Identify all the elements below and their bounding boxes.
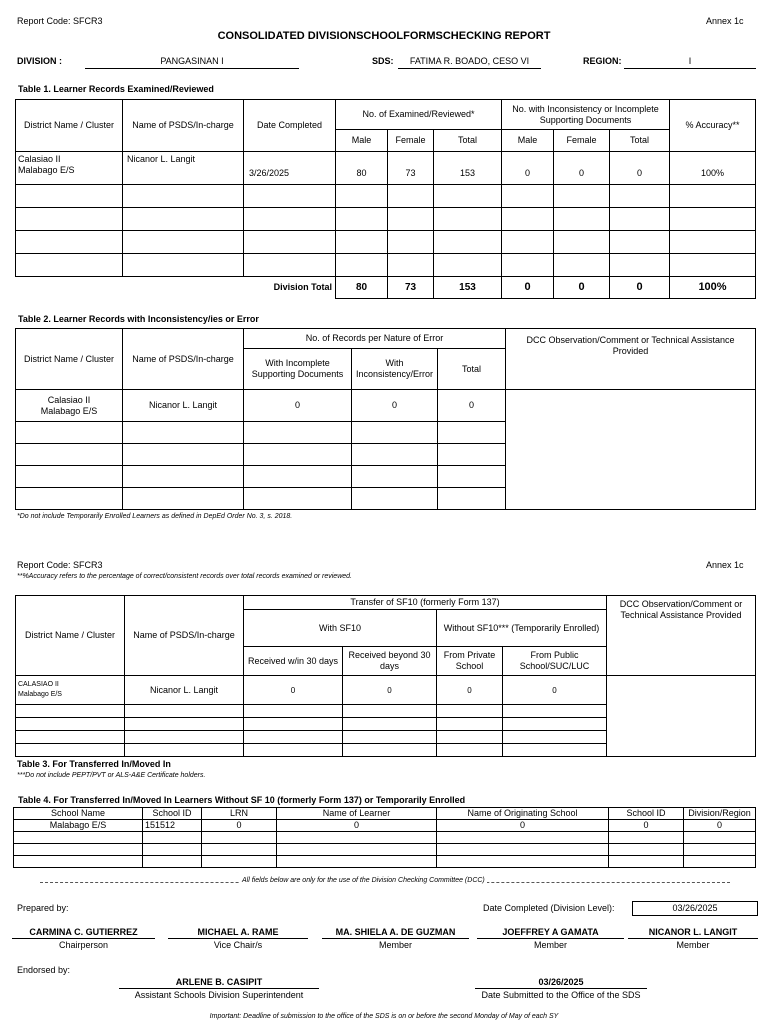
division-total-label: Division Total bbox=[273, 282, 332, 293]
t1-cell-psds: Nicanor L. Langit bbox=[123, 152, 244, 185]
t1-h-date: Date Completed bbox=[244, 100, 336, 152]
t3-h-without: Without SF10*** (Temporarily Enrolled) bbox=[437, 610, 607, 647]
t1-cell-accuracy: 100% bbox=[670, 152, 756, 185]
t1-h-inc-female: Female bbox=[554, 130, 610, 152]
table2-caption: Table 2. Learner Records with Inconsistency/ies or Error bbox=[18, 314, 259, 324]
t3-h-transfer: Transfer of SF10 (formerly Form 137) bbox=[244, 596, 607, 610]
table3-footnote: ***Do not include PEPT/PVT or ALS-A&E Certificate holders. bbox=[17, 772, 206, 779]
t2-cell-dcc bbox=[506, 390, 756, 510]
total-inc-female: 0 bbox=[554, 277, 610, 299]
t4-h-schoolid: School ID bbox=[143, 808, 202, 820]
division-label: DIVISION : bbox=[17, 56, 63, 66]
t3-h-public: From Public School/SUC/LUC bbox=[503, 647, 607, 676]
table2-footnote: *Do not include Temporarily Enrolled Learners as defined in DepEd Order No. 3, s. 2018. bbox=[17, 513, 293, 520]
t4-cell-learner: 0 bbox=[277, 820, 437, 832]
t1-h-district: District Name / Cluster bbox=[16, 100, 123, 152]
table-row bbox=[16, 185, 756, 208]
t2-cell-total: 0 bbox=[438, 390, 506, 422]
date-completed-label: Date Completed (Division Level): bbox=[483, 903, 615, 913]
table-row bbox=[16, 231, 756, 254]
t2-cell-psds: Nicanor L. Langit bbox=[123, 390, 244, 422]
t1-cell-female: 73 bbox=[388, 152, 434, 185]
sig-role-chair: Chairperson bbox=[12, 938, 155, 950]
total-total: 153 bbox=[434, 277, 502, 299]
t3-cell-private: 0 bbox=[437, 676, 503, 705]
t4-cell-schoolid: 151512 bbox=[143, 820, 202, 832]
date-completed-value: 03/26/2025 bbox=[632, 901, 758, 916]
t2-cell-incomplete: 0 bbox=[244, 390, 352, 422]
t3-h-private: From Private School bbox=[437, 647, 503, 676]
t4-cell-divreg: 0 bbox=[684, 820, 756, 832]
table2 bbox=[15, 328, 756, 510]
t2-h-incomplete: With Incomplete Supporting Documents bbox=[244, 349, 352, 390]
t1-cell-inc-male: 0 bbox=[502, 152, 554, 185]
t2-h-inconsistency: With Inconsistency/Error bbox=[352, 349, 438, 390]
t4-h-origin: Name of Originating School bbox=[437, 808, 609, 820]
accuracy-footnote: **%Accuracy refers to the percentage of correct/consistent records over total records examined or reviewed. bbox=[17, 573, 352, 580]
table-row bbox=[16, 254, 756, 277]
t2-h-dcc: DCC Observation/Comment or Technical Assistance Provided bbox=[506, 329, 756, 390]
t4-h-lrn: LRN bbox=[202, 808, 277, 820]
submitted-label: Date Submitted to the Office of the SDS bbox=[475, 988, 647, 1000]
t4-cell-schoolid2: 0 bbox=[609, 820, 684, 832]
t2-cell-inconsistency: 0 bbox=[352, 390, 438, 422]
table4-caption: Table 4. For Transferred In/Moved In Learners Without SF 10 (formerly Form 137) or Temporarily Enrolled bbox=[18, 795, 466, 805]
annex-label-2: Annex 1c bbox=[706, 560, 744, 570]
t3-h-with: With SF10 bbox=[244, 610, 437, 647]
total-inc-total: 0 bbox=[610, 277, 670, 299]
table-row bbox=[16, 390, 756, 422]
sig-role-member1: Member bbox=[322, 938, 469, 950]
t4-h-schoolid2: School ID bbox=[609, 808, 684, 820]
t4-h-divreg: Division/Region bbox=[684, 808, 756, 820]
total-inc-male: 0 bbox=[502, 277, 554, 299]
sig-role-vice: Vice Chair/s bbox=[168, 938, 308, 950]
t1-cell-total: 153 bbox=[434, 152, 502, 185]
sds-value: FATIMA R. BOADO, CESO VI bbox=[398, 56, 541, 69]
sig-name-member2: JOEFFREY A GAMATA bbox=[502, 927, 599, 937]
table-row bbox=[14, 832, 756, 844]
total-female: 73 bbox=[388, 277, 434, 299]
t3-h-within30: Received w/in 30 days bbox=[244, 647, 343, 676]
t1-h-inconsistency: No. with Inconsistency or Incomplete Supporting Documents bbox=[502, 100, 670, 130]
t1-h-psds: Name of PSDS/In-charge bbox=[123, 100, 244, 152]
t3-cell-within30: 0 bbox=[244, 676, 343, 705]
t3-cell-public: 0 bbox=[503, 676, 607, 705]
important-note: Important: Deadline of submission to the office of the SDS is on or before the second Monday of May of each SY bbox=[209, 1013, 559, 1020]
division-value: PANGASINAN I bbox=[85, 56, 299, 69]
t4-h-learner: Name of Learner bbox=[277, 808, 437, 820]
t3-h-dcc: DCC Observation/Comment or Technical Assistance Provided bbox=[607, 596, 756, 676]
t2-h-total: Total bbox=[438, 349, 506, 390]
t3-h-district: District Name / Cluster bbox=[16, 596, 125, 676]
t4-cell-lrn: 0 bbox=[202, 820, 277, 832]
table-row bbox=[16, 152, 756, 185]
t3-h-psds: Name of PSDS/In-charge bbox=[125, 596, 244, 676]
t1-cell-date: 3/26/2025 bbox=[244, 152, 336, 185]
dcc-note: All fields below are only for the use of the Division Checking Committee (DCC) bbox=[242, 877, 485, 884]
t1-cell-district: Calasiao II Malabago E/S bbox=[16, 152, 123, 185]
sig-name-vice: MICHAEL A. RAME bbox=[197, 927, 279, 937]
table3-caption: Table 3. For Transferred In/Moved In bbox=[17, 759, 171, 769]
total-male: 80 bbox=[336, 277, 388, 299]
table-row bbox=[16, 208, 756, 231]
t1-cell-inc-total: 0 bbox=[610, 152, 670, 185]
t3-cell-beyond30: 0 bbox=[343, 676, 437, 705]
table3 bbox=[15, 595, 756, 757]
t3-h-beyond30: Received beyond 30 days bbox=[343, 647, 437, 676]
t1-h-male: Male bbox=[336, 130, 388, 152]
t4-cell-origin: 0 bbox=[437, 820, 609, 832]
sig-name-member3: NICANOR L. LANGIT bbox=[648, 927, 738, 937]
asds-role: Assistant Schools Division Superintendent bbox=[119, 988, 319, 1000]
t1-h-inc-male: Male bbox=[502, 130, 554, 152]
prepared-by-label: Prepared by: bbox=[17, 903, 69, 913]
table-row bbox=[16, 676, 756, 705]
t3-cell-dcc bbox=[607, 676, 756, 757]
sig-name-chair: CARMINA C. GUTIERREZ bbox=[29, 927, 138, 937]
t1-cell-male: 80 bbox=[336, 152, 388, 185]
total-accuracy: 100% bbox=[670, 277, 756, 299]
t4-h-school: School Name bbox=[14, 808, 143, 820]
region-value: I bbox=[624, 56, 756, 69]
sig-role-member2: Member bbox=[477, 938, 624, 950]
t4-cell-school: Malabago E/S bbox=[14, 820, 143, 832]
division-total-row bbox=[16, 277, 756, 299]
report-code-2: Report Code: SFCR3 bbox=[17, 560, 103, 570]
table-row bbox=[14, 844, 756, 856]
endorsed-by-label: Endorsed by: bbox=[17, 965, 71, 975]
t1-h-female: Female bbox=[388, 130, 434, 152]
t2-cell-district: Calasiao II Malabago E/S bbox=[16, 390, 123, 422]
asds-name: ARLENE B. CASIPIT bbox=[175, 977, 263, 987]
t2-h-nature: No. of Records per Nature of Error bbox=[244, 329, 506, 349]
t1-h-examined: No. of Examined/Reviewed* bbox=[336, 100, 502, 130]
table1-caption: Table 1. Learner Records Examined/Reviewed bbox=[18, 84, 214, 94]
t1-h-inc-total: Total bbox=[610, 130, 670, 152]
t2-h-district: District Name / Cluster bbox=[16, 329, 123, 390]
page-title: CONSOLIDATED DIVISIONSCHOOLFORMSCHECKING REPORT bbox=[217, 30, 551, 42]
table-row bbox=[14, 820, 756, 832]
submitted-date: 03/26/2025 bbox=[538, 977, 584, 987]
region-label: REGION: bbox=[583, 56, 622, 66]
t1-h-accuracy: % Accuracy** bbox=[670, 100, 756, 152]
table-row bbox=[14, 856, 756, 868]
sds-label: SDS: bbox=[372, 56, 394, 66]
t1-h-total: Total bbox=[434, 130, 502, 152]
t3-cell-district: CALASIAO II Malabago E/S bbox=[16, 676, 125, 705]
t1-cell-inc-female: 0 bbox=[554, 152, 610, 185]
table1 bbox=[15, 99, 756, 299]
t2-h-psds: Name of PSDS/In-charge bbox=[123, 329, 244, 390]
table4 bbox=[13, 807, 756, 868]
annex-label: Annex 1c bbox=[706, 16, 744, 26]
report-code: Report Code: SFCR3 bbox=[17, 16, 103, 26]
sig-name-member1: MA. SHIELA A. DE GUZMAN bbox=[335, 927, 456, 937]
sig-role-member3: Member bbox=[628, 938, 758, 950]
t3-cell-psds: Nicanor L. Langit bbox=[125, 676, 244, 705]
